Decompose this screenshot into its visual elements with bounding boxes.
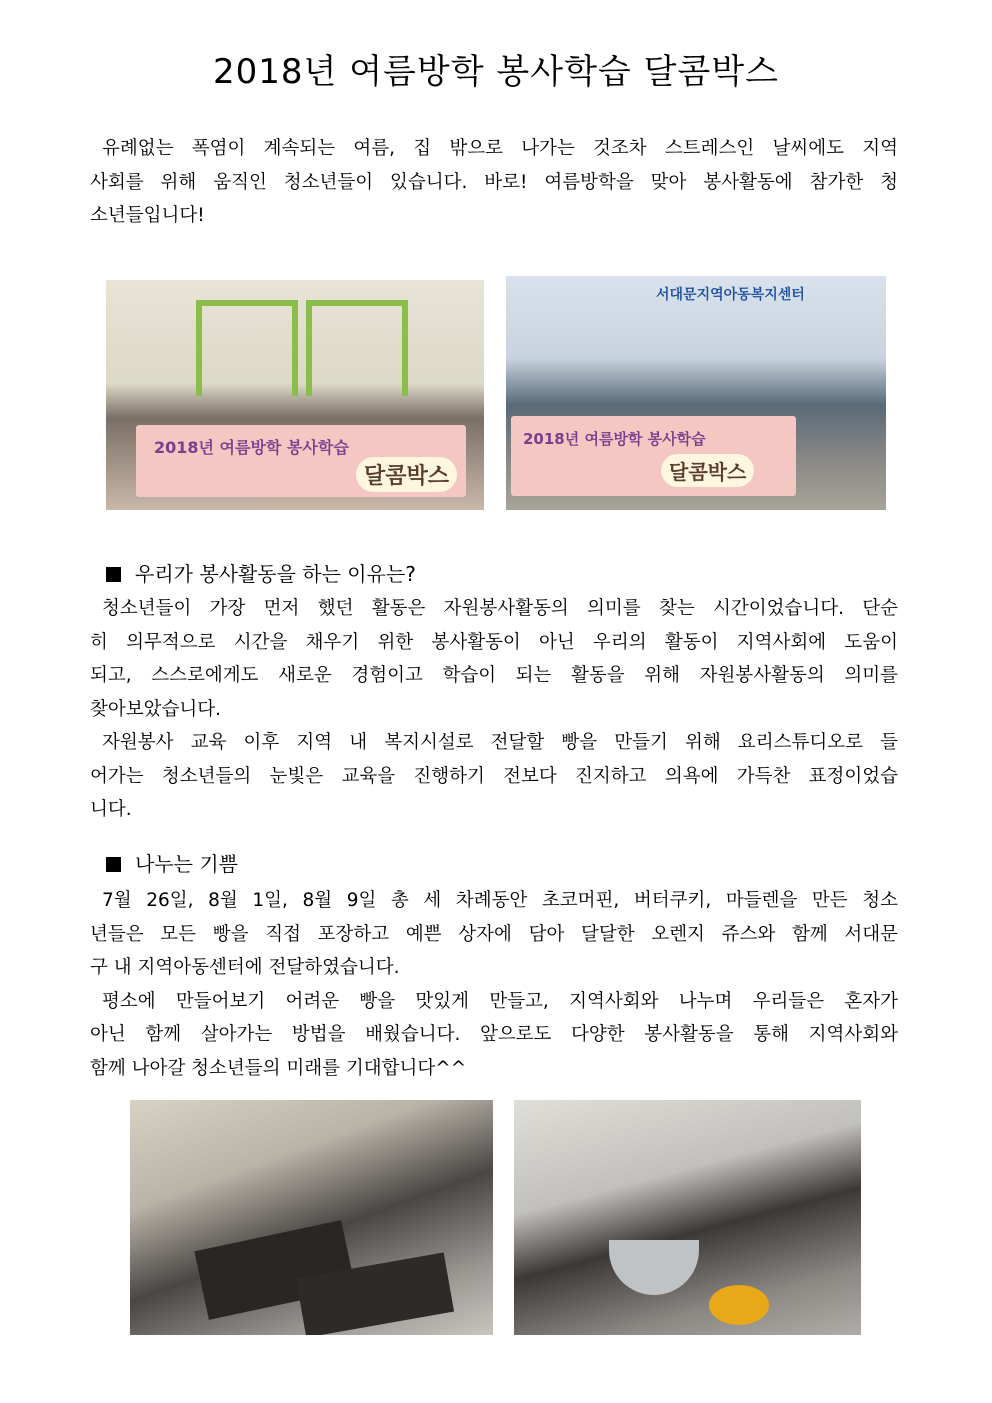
square-bullet-icon (106, 567, 121, 582)
center-sign: 서대문지역아동복지센터 (656, 287, 805, 303)
mixing-bowl (609, 1240, 699, 1295)
group-photo-classroom (106, 280, 484, 510)
banner (136, 425, 466, 497)
text-line: 아닌 함께 살아가는 방법을 배웠습니다. 앞으로도 다양한 봉사활동을 통해 지역사회와 (90, 1024, 898, 1045)
banner-title: 2018년 여름방학 봉사학습 (154, 438, 349, 457)
reason-paragraph-1 (90, 592, 898, 827)
text-line: 구 내 지역아동센터에 전달하였습니다. (90, 957, 400, 978)
group-photo-center (506, 276, 886, 510)
text-line: 어가는 청소년들의 눈빛은 교육을 진행하기 전보다 진지하고 의욕에 가득찬 표정이었습 (90, 765, 898, 787)
intro-paragraph (90, 132, 898, 233)
heading-text: 우리가 봉사활동을 하는 이유는? (135, 562, 416, 586)
text-line: 되고, 스스로에게도 새로운 경험이고 학습이 되는 활동을 위해 자원봉사활동의 의미를 (90, 665, 898, 686)
text-line: 7월 26일, 8월 1일, 8월 9일 총 세 차례동안 초코머핀, 버터쿠키, 마들렌을 만든 청소 (102, 890, 898, 911)
text-line: 함께 나아갈 청소년들의 미래를 기대합니다^^ (90, 1057, 467, 1079)
baking-photo-mixing (514, 1100, 861, 1335)
text-line: 소년들입니다! (90, 205, 205, 226)
text-line: 니다. (90, 799, 132, 820)
baking-photo-madeleines (130, 1100, 493, 1335)
banner-name: 달콤박스 (661, 454, 754, 487)
text-line: 년들은 모든 빵을 직접 포장하고 예쁜 상자에 담아 달달한 오렌지 쥬스와 함께 서대문 (90, 923, 898, 945)
text-line: 자원봉사 교육 이후 지역 내 복지시설로 전달할 빵을 만들기 위해 요리스튜디오로 들 (102, 732, 898, 753)
heading-text: 나누는 기쁨 (135, 852, 238, 876)
text-line: 히 의무적으로 시간을 채우기 위한 봉사활동이 아닌 우리의 활동이 지역사회에 도움이 (90, 631, 898, 653)
text-line: 평소에 만들어보기 어려운 빵을 맛있게 만들고, 지역사회와 나누며 우리들은 혼자가 (102, 990, 898, 1012)
joy-paragraph (90, 884, 898, 1085)
door-frame (306, 300, 408, 396)
egg-bowl (709, 1285, 769, 1325)
page-title: 2018년 여름방학 봉사학습 달콤박스 (213, 52, 779, 92)
banner-name: 달콤박스 (356, 457, 457, 492)
text-line: 찾아보았습니다. (90, 698, 221, 720)
banner (511, 416, 796, 496)
text-line: 유례없는 폭염이 계속되는 여름, 집 밖으로 나가는 것조차 스트레스인 날씨에도 지역 (102, 138, 898, 159)
banner-title: 2018년 여름방학 봉사학습 (523, 430, 706, 448)
section-heading-reason (106, 558, 416, 587)
square-bullet-icon (106, 857, 121, 872)
text-line: 사회를 위해 움직인 청소년들이 있습니다. 바로! 여름방학을 맞아 봉사활동에 참가한 청 (90, 171, 898, 193)
door-frame (196, 300, 298, 396)
section-heading-joy (106, 848, 238, 877)
text-line: 청소년들이 가장 먼저 했던 활동은 자원봉사활동의 의미를 찾는 시간이었습니다. 단순 (102, 598, 898, 619)
